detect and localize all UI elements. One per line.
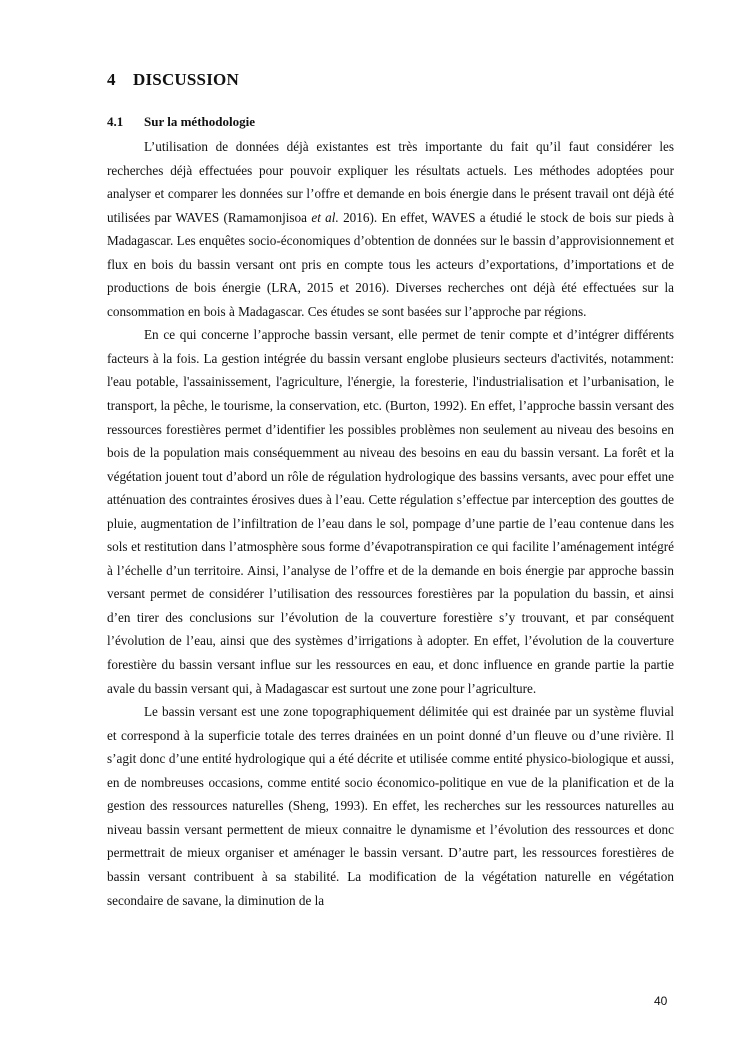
section-title: DISCUSSION	[133, 70, 239, 89]
paragraph: En ce qui concerne l’approche bassin versant, elle permet de tenir compte et d’intégrer différents facteurs à la fois. La gestion intégrée du bassin versant englobe plusieurs secteurs d'activités, notamment: l'eau potable, l'assainissement, l'agriculture, l'énergie, la foresterie, l'industrialisation et l’urbanisation, le transport, la pêche, le tourisme, la conservation, etc. (Burton, 1992). En effet, l’approche bassin versant des ressources forestières permet d’identifier les possibles problèmes non seulement au niveau des besoins en bois de la population mais conséquemment au niveau des besoins en eau du bassin versant. La forêt et la végétation jouent tout d’abord un rôle de régulation hydrologique des bassins versants, avec pour effet une atténuation des contraintes érosives dues à l’eau. Cette régulation s’effectue par interception des gouttes de pluie, augmentation de l’infiltration de l’eau dans le sol, pompage d’une partie de l’eau contenue dans les sols et restitution dans l’atmosphère sous forme d’évapotranspiration ce qui facilite l’aménagement intégré à l’échelle d’un territoire. Ainsi, l’analyse de l’offre et de la demande en bois énergie par approche bassin versant permet de considérer l’utilisation des ressources forestières par la population du bassin, et ainsi d’en tirer des conclusions sur l’évolution de la couverture forestière s’y trouvant, et par conséquent l’évolution de l’eau, ainsi que des systèmes d’irrigations à adopter. En effet, l’évolution de la couverture forestière du bassin versant influe sur les ressources en eau, et donc influence en grande partie la partie avale du bassin versant qui, à Madagascar est surtout une zone pour l’agriculture.	[107, 327, 674, 696]
page-number: 40	[654, 994, 668, 1008]
subsection-number: 4.1	[107, 114, 124, 129]
subsection-heading	[107, 114, 255, 130]
section-heading	[107, 70, 239, 90]
subsection-title: Sur la méthodologie	[144, 114, 255, 129]
section-number: 4	[107, 70, 116, 89]
paragraph: L’utilisation de données déjà existantes est très importante du fait qu’il faut considérer les recherches déjà effectuées pour pouvoir expliquer les résultats actuels. Les méthodes adoptées pour analyser et comparer les données sur l’offre et demande en bois énergie dans le présent travail ont déjà été utilisées par WAVES (Ramamonjisoa et al. 2016). En effet, WAVES a étudié le stock de bois sur pieds à Madagascar. Les enquêtes socio-économiques d’obtention de données sur le bassin d’approvisionnement et flux en bois du bassin versant ont pris en compte tous les acteurs d’exportations, d’importations et de productions de bois énergie (LRA, 2015 et 2016). Diverses recherches ont déjà été effectuées sur la consommation en bois à Madagascar. Ces études se sont basées sur l’approche par régions.	[107, 139, 675, 319]
body-text	[107, 135, 674, 912]
paragraph: Le bassin versant est une zone topographiquement délimitée qui est drainée par un système fluvial et correspond à la superficie totale des terres drainées en un point donné d’un fleuve ou d’une rivière. Il s’agit donc d’une entité hydrologique qui a été décrite et utilisée comme entité physico-biologique et aussi, en de nombreuses occasions, comme entité socio économico-politique en vue de la planification et de la gestion des ressources naturelles (Sheng, 1993). En effet, les recherches sur les ressources naturelles au niveau bassin versant permettent de mieux connaitre le dynamisme et l’évolution des ressources et donc permettrait de mieux organiser et aménager le bassin versant. D’autre part, les ressources forestières de bassin versant contribuent à sa stabilité. La modification de la végétation naturelle en végétation secondaire de savane, la diminution de la	[107, 704, 674, 908]
italic-citation: et al.	[311, 209, 339, 225]
